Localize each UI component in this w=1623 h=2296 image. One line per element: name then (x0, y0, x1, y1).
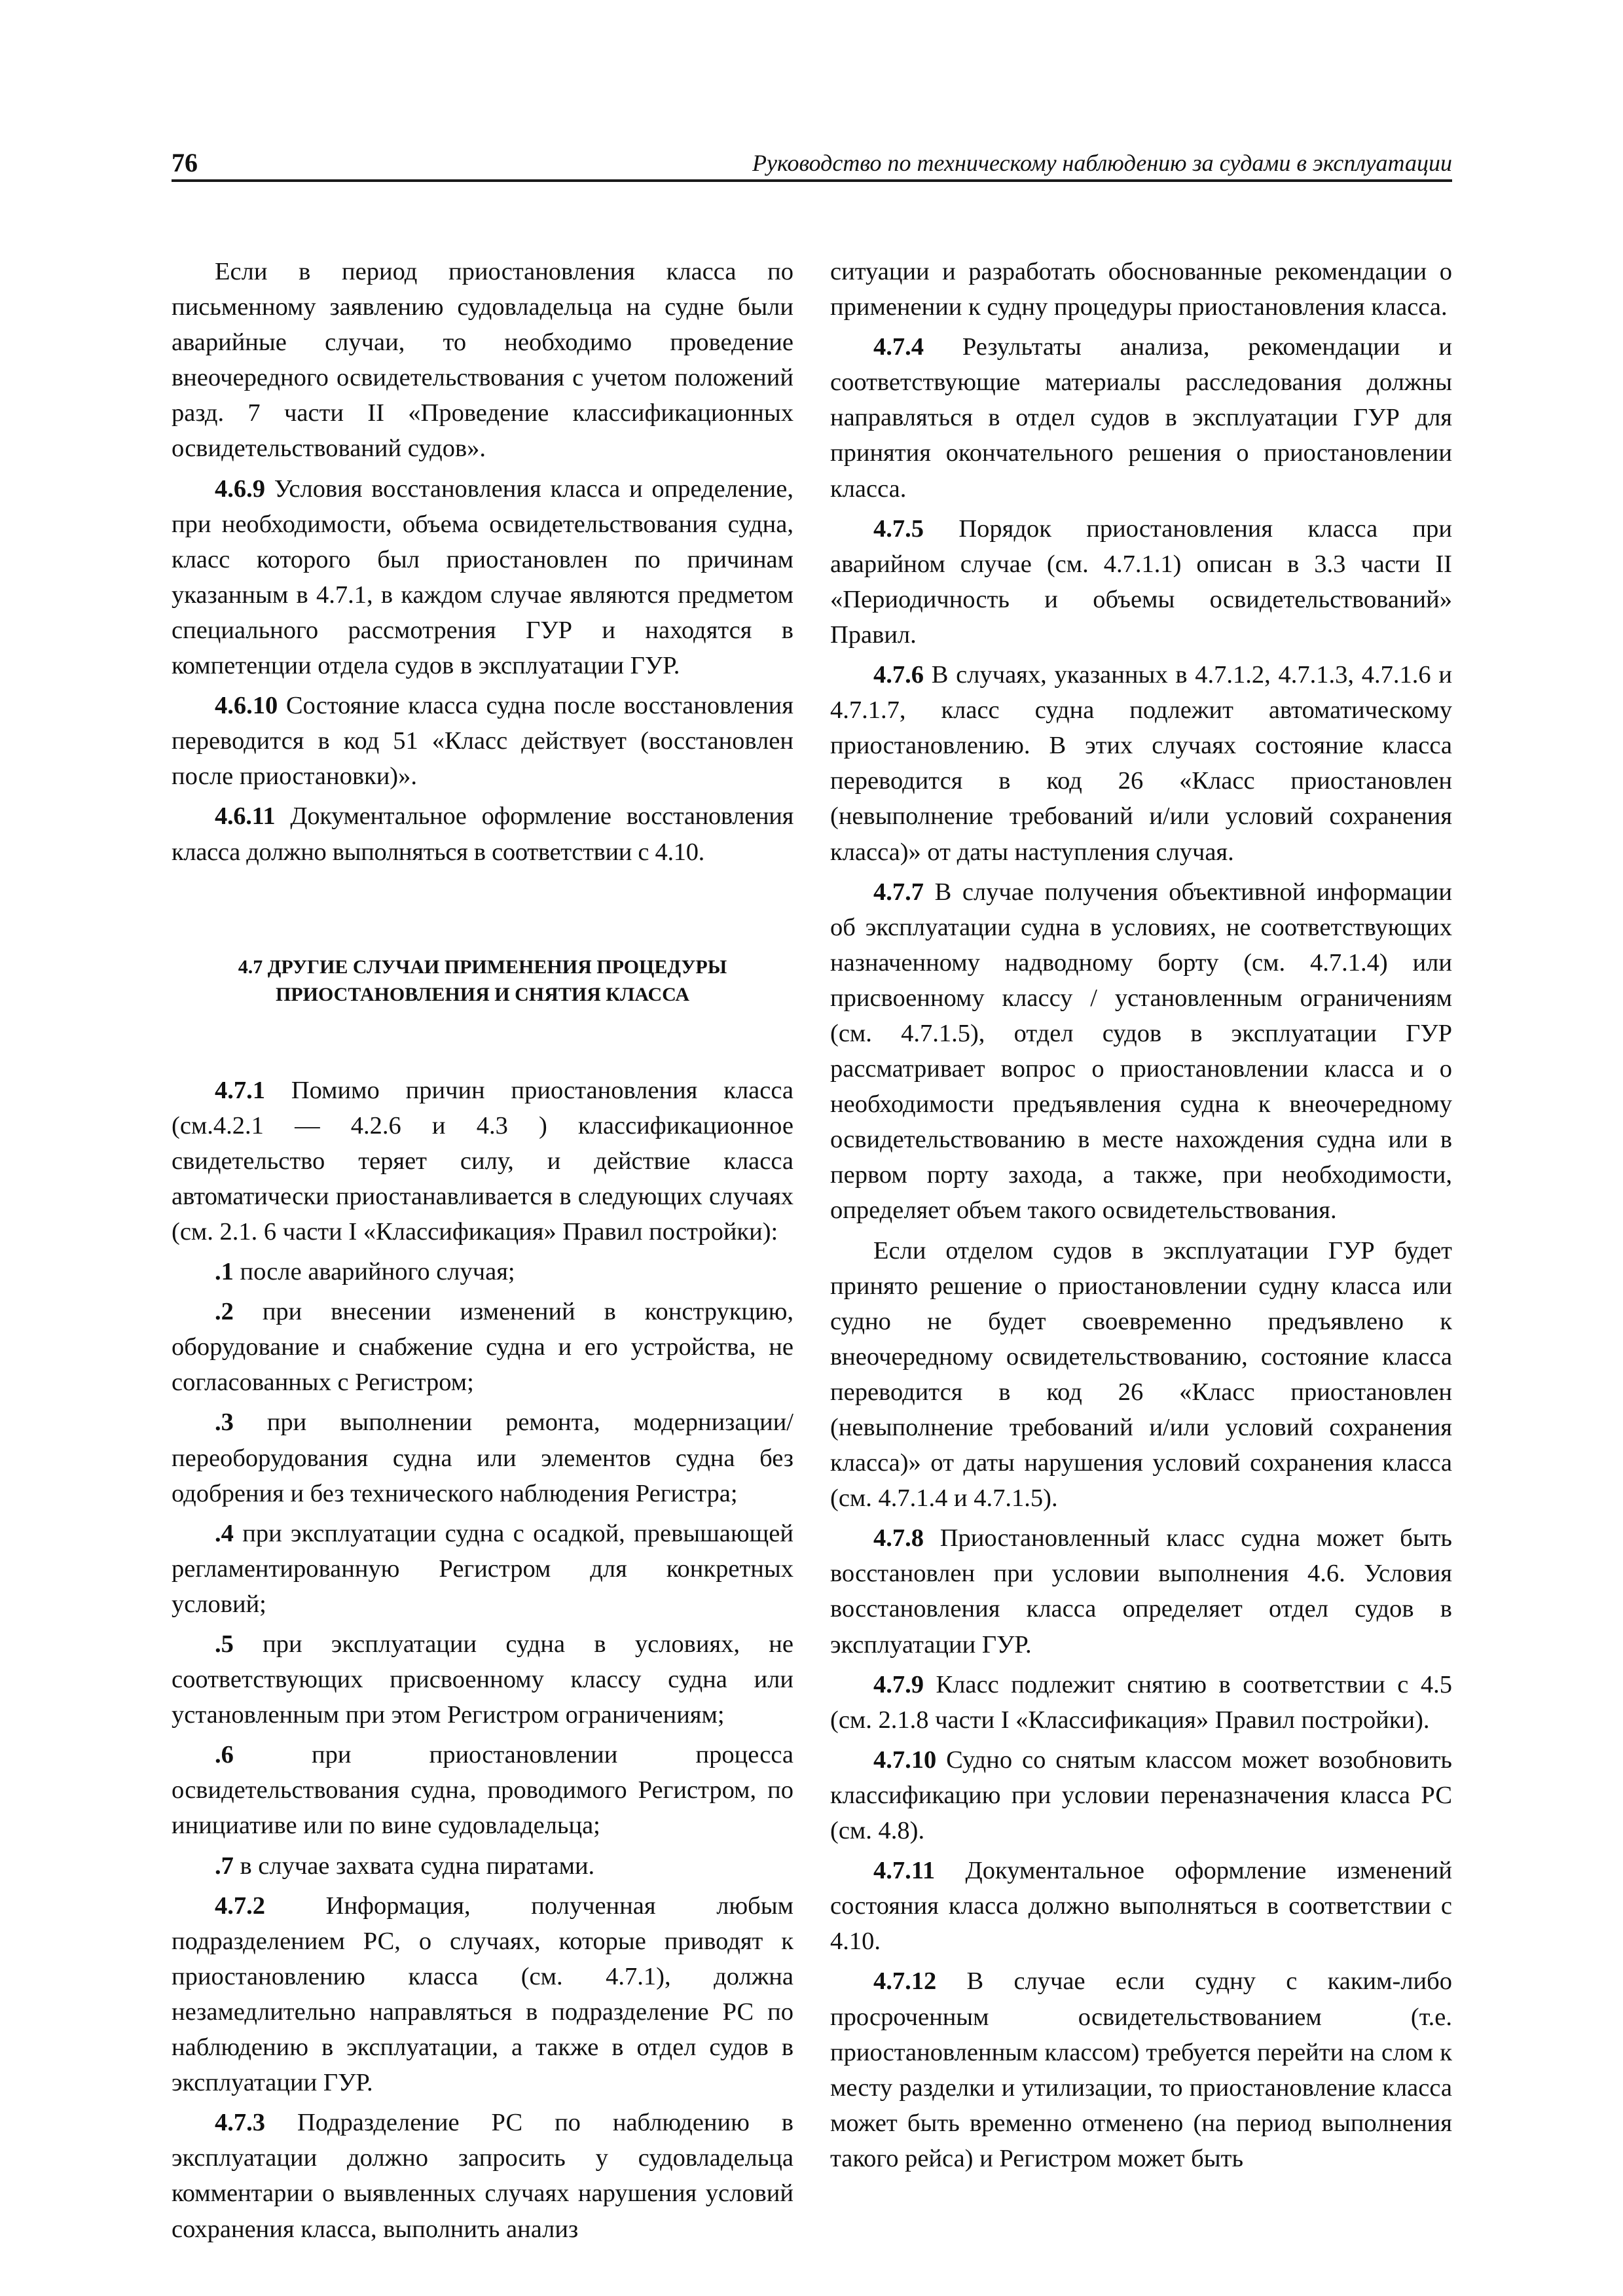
paragraph-4-7-4 (830, 329, 1452, 506)
clause-number: 4.7.3 (215, 2109, 265, 2137)
section-heading (172, 954, 793, 1009)
clause-text: Информация, полученная любым подразделением РС, о случаях, которые приводят к приостановлению класса (см. 4.7.1), должна незамедлительно направляться в подразделение РС по наблюдению в эксплуатации, а также в отдел судов в эксплуатации ГУР. (172, 1892, 793, 2097)
paragraph-intro: Если в период приостановления класса по письменному заявлению судовладельца на судне были аварийные случаи, то необходимо проведение внеочередного освидетельствования с учетом положений разд. 7 части II «Проведение классификационных освидетельствований судов». (172, 258, 793, 463)
clause-number: 4.7.11 (873, 1857, 936, 1885)
clause-number: 4.7.8 (873, 1524, 924, 1552)
clause-text: В случаях, указанных в 4.7.1.2, 4.7.1.3, 4.7.1.6 и 4.7.1.7, класс судна подлежит автоматическому приостановлению. В этих случаях состояние класса переводится в код 26 «Класс приостановлен (невыполнение требований и/или условий сохранения класса)» от даты наступления случая. (830, 661, 1452, 866)
item-number: .3 (215, 1408, 234, 1437)
item-text: при выполнении ремонта, модернизации/ переоборудования судна или элементов судна без одобрения и без технического наблюдения Регистра; (172, 1408, 793, 1507)
clause-number: 4.7.5 (873, 514, 924, 543)
clause-number: 4.7.7 (873, 878, 924, 906)
item-number: .4 (215, 1519, 234, 1547)
item-number: .6 (215, 1741, 234, 1769)
paragraph-4-7-6 (830, 657, 1452, 870)
item-text: при эксплуатации судна с осадкой, превышающей регламентированную Регистром для конкретных условий; (172, 1519, 793, 1618)
paragraph-continuation: ситуации и разработать обоснованные рекомендации о применении к судну процедуры приостановления класса. (830, 258, 1452, 321)
clause-text: Помимо причин приостановления класса (см.4.2.1 — 4.2.6 и 4.3 ) классификационное свидетельство теряет силу, и действие класса автоматически приостанавливается в следующих случаях (см. 2.1. 6 части I «Классификация» Правил постройки): (172, 1076, 793, 1246)
paragraph-4-7-9 (830, 1667, 1452, 1738)
paragraph-4-7-2 (172, 1888, 793, 2101)
clause-text: В случае получения объективной информации об эксплуатации судна в условиях, не соответствующих назначенному надводному борту (см. 4.7.1.4) или присвоенному классу / установленным ограничениям (см. 4.7.1.5), отдел судов в эксплуатации ГУР рассматривает вопрос о приостановлении класса и о необходимости предъявления судна к внеочередному освидетельствованию в месте нахождения судна или в первом порту захода, а также, при необходимости, определяет объем такого освидетельствования. (830, 878, 1452, 1225)
list-item-6 (172, 1737, 793, 1843)
clause-number: 4.7.2 (215, 1892, 265, 1920)
paragraph-4-7-12 (830, 1964, 1452, 2176)
paragraph-4-7-7 (830, 874, 1452, 1229)
paragraph-4-7-11 (830, 1853, 1452, 1959)
clause-number: 4.7.10 (873, 1746, 937, 1774)
paragraph-4-6-11 (172, 798, 793, 869)
clause-number: 4.6.10 (215, 692, 278, 720)
paragraph-4-7-8 (830, 1520, 1452, 1662)
clause-text: Порядок приостановления класса при аварийном случае (см. 4.7.1.1) описан в 3.3 части II «Периодичность и объемы освидетельствований» Правил. (830, 514, 1452, 649)
list-item-7 (172, 1848, 793, 1884)
clause-number: 4.7.1 (215, 1076, 265, 1104)
item-text: при внесении изменений в конструкцию, оборудование и снабжение судна и его устройства, не согласованных с Регистром; (172, 1298, 793, 1397)
item-text: в случае захвата судна пиратами. (233, 1852, 595, 1880)
clause-text: Документальное оформление изменений состояния класса должно выполняться в соответствии с 4.10. (830, 1857, 1452, 1956)
clause-text: В случае если судну с каким-либо просроченным освидетельствованием (т.е. приостановленным классом) требуется перейти на слом к месту разделки и утилизации, то приостановление класса может быть временно отменено (на период выполнения такого рейса) и Регистром может быть (830, 1967, 1452, 2172)
item-text: после аварийного случая; (233, 1258, 515, 1286)
page-header (172, 145, 1452, 182)
item-number: .5 (215, 1630, 234, 1658)
page-number: 76 (172, 148, 198, 177)
item-text: при приостановлении процесса освидетельствования судна, проводимого Регистром, по инициативе или по вине судовладельца; (172, 1741, 793, 1840)
list-item-5 (172, 1626, 793, 1732)
paragraph-4-7-3 (172, 2105, 793, 2246)
paragraph-4-7-5 (830, 511, 1452, 653)
clause-text: Состояние класса судна после восстановления переводится в код 51 «Класс действует (восстановлен после приостановки)». (172, 692, 793, 791)
clause-number: 4.6.11 (215, 802, 276, 831)
running-title: Руководство по техническому наблюдению за судами в эксплуатации (752, 150, 1452, 176)
clause-text: Подразделение РС по наблюдению в эксплуатации должно запросить у судовладельца комментарии о выявленных случаях нарушения условий сохранения класса, выполнить анализ (172, 2109, 793, 2243)
item-text: при эксплуатации судна в условиях, не соответствующих присвоенному классу судна или установленным при этом Регистром ограничениям; (172, 1630, 793, 1729)
right-column (830, 254, 1452, 2181)
list-item-4 (172, 1516, 793, 1622)
paragraph-4-6-10 (172, 688, 793, 794)
item-number: .7 (215, 1852, 234, 1880)
clause-number: 4.7.9 (873, 1670, 924, 1698)
clause-text: Результаты анализа, рекомендации и соответствующие материалы расследования должны направляться в отдел судов в эксплуатации ГУР для принятия окончательного решения о приостановлении класса. (830, 333, 1452, 503)
clause-text: Класс подлежит снятию в соответствии с 4.5 (см. 2.1.8 части I «Классификация» Правил постройки). (830, 1670, 1452, 1734)
clause-number: 4.7.12 (873, 1967, 937, 1996)
clause-text: Документальное оформление восстановления класса должно выполняться в соответствии с 4.10. (172, 802, 793, 866)
paragraph-4-7-7-continued: Если отделом судов в эксплуатации ГУР будет принято решение о приостановлении судну класса или судно не будет своевременно предъявлено к внеочередному освидетельствованию, состояние класса переводится в код 26 «Класс приостановлен (невыполнение требований и/или условий сохранения класса)» от даты нарушения условий сохранения класса (см. 4.7.1.4 и 4.7.1.5). (830, 1236, 1452, 1513)
left-column (172, 254, 793, 2251)
clause-text: Приостановленный класс судна может быть восстановлен при условии выполнения 4.6. Условия восстановления класса определяет отдел судов в эксплуатации ГУР. (830, 1524, 1452, 1659)
paragraph-4-6-9 (172, 471, 793, 684)
section-heading-line-2: ПРИОСТАНОВЛЕНИЯ И СНЯТИЯ КЛАССА (275, 983, 690, 1005)
clause-number: 4.7.6 (873, 661, 924, 689)
section-heading-line-1: 4.7 ДРУГИЕ СЛУЧАИ ПРИМЕНЕНИЯ ПРОЦЕДУРЫ (238, 956, 727, 978)
clause-text: Условия восстановления класса и определение, при необходимости, объема освидетельствования судна, класс которого был приостановлен по причинам указанным в 4.7.1, в каждом случае являются предметом специального рассмотрения ГУР и находятся в компетенции отдела судов в эксплуатации ГУР. (172, 475, 793, 680)
item-number: .2 (215, 1298, 234, 1326)
clause-number: 4.7.4 (873, 333, 924, 361)
paragraph-4-7-10 (830, 1742, 1452, 1848)
item-number: .1 (215, 1258, 234, 1286)
paragraph-4-7-1 (172, 1073, 793, 1249)
list-item-2 (172, 1294, 793, 1400)
clause-text: Судно со снятым классом может возобновить классификацию при условии переназначения класса РС (см. 4.8). (830, 1746, 1452, 1845)
clause-number: 4.6.9 (215, 475, 265, 503)
list-item-3 (172, 1405, 793, 1511)
list-item-1 (172, 1254, 793, 1289)
